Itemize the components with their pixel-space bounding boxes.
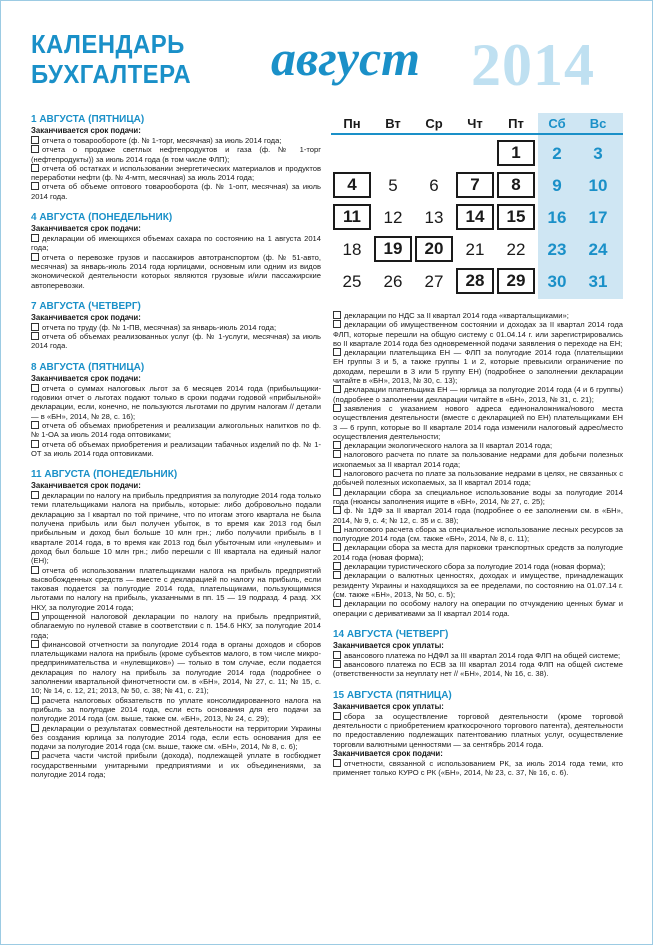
section-subtitle: Заканчивается срок уплаты: (333, 701, 444, 711)
deadline-item: декларации экологического налога за II квартал 2014 года; (333, 441, 623, 450)
deadline-item: декларации об имеющихся объемах сахара по состоянию на 1 августа 2014 года; (31, 234, 321, 253)
deadline-item: декларации по особому налогу на операции по отчуждению ценных бумаг и операции с деривативами за II квартал 2014 года. (333, 599, 623, 618)
section-date-title: 8 АВГУСТА (ПЯТНИЦА) (31, 361, 145, 373)
deadline-day: 28 (456, 268, 494, 294)
section-subtitle: Заканчивается срок подачи: (333, 748, 443, 758)
deadline-item: декларации по налогу на прибыль предприятия за полугодие 2014 года только теми плательщиками налога на прибыль, которые: либо добровольно подали декларацию за I квартал по той причине, что по итогам этого квартала не была получена прибыль или был получен убыток, в то время как 2013 год был прибыльным и доход был больше 10 млн грн.; либо получили прибыль в I квартале 2014 года, в то время как 2013 год был убыточным или «нулевым» и доход был больше 10 млн грн.; либо перешли с III квартала на единый налог (ЕН); (31, 491, 322, 566)
weekday-label: Вс (589, 116, 607, 131)
deadline-item: отчета об остатках и использовании энергетических материалов и продуктов переработки нефти (ф. № 4-мтп, месячная) за июль 2014 года; (31, 163, 321, 183)
deadline-section (31, 113, 321, 201)
deadline-item: расчета налоговых обязательств по уплате консолидированного налога на прибыль за полугодие 2014 года, если есть основания для его подачи за полугодие 2014 года (см. выше, также см. «БН», 2013, № 24, с. 29); (31, 695, 321, 724)
calendar-day: 16 (547, 208, 567, 227)
deadline-section (333, 628, 623, 679)
calendar-day: 30 (547, 272, 567, 291)
deadline-item: отчета о перевозке грузов и пассажиров автотранспортом (ф. № 51-авто, месячная) за январь-июль 2014 года юрлицами, основным или одним из видов экономической деятельности которых являются грузовые и/или пассажирские автоперевозки. (31, 252, 321, 290)
deadline-item: упрощенной налоговой декларации по налогу на прибыль предприятий, облагаемую по нулевой ставке в соответствии с п. 154.6 НКУ, за полугодие 2014 года; (31, 611, 321, 640)
deadline-day: 7 (456, 172, 494, 198)
deadline-item: отчета об объемах приобретения и реализации алкогольных напитков по ф. № 1-ОА за июль 2014 года оптовиками; (31, 420, 321, 440)
section-continued (333, 311, 623, 618)
deadline-item: декларации сбора за специальное использование воды за полугодие 2014 года (нюансы заполнения ищите в «БН», 2014, № 27, с. 25); (333, 487, 623, 506)
deadline-item: декларации плательщика ЕН — ФЛП за полугодие 2014 года (плательщики ЕН группы 3 и 5, а также группы 1 и 2, которые превысили ограничение по доходам, перешли в 3 или 5 группу ЕН) (подробнее о заполнении декларации читайте в «БН», 2013, № 30, с. 13); (333, 348, 623, 386)
deadline-item: отчета о товарообороте (ф. № 1-торг, месячная) за июль 2014 года; (31, 136, 321, 145)
deadline-item: отчета о суммах налоговых льгот за 6 месяцев 2014 года (прибыльщики-годовики отчет о льготах подают только в сроки подачи годовой «прибыльной» декларации, если, конечно, не пользуются льготами по другим налогам // детали — в «БН», 2014, № 28, с. 16); (31, 383, 321, 421)
deadline-item: налогового расчета сбора за специальное использование лесных ресурсов за полугодие 2014 года (см. также «БН», 2014, № 8, с. 11); (333, 524, 623, 544)
calendar-day: 3 (593, 144, 603, 163)
deadline-day: 4 (333, 172, 371, 198)
month-calendar (331, 113, 623, 299)
deadline-item: отчета о продаже светлых нефтепродуктов и газа (ф. № 1-торг (нефтепродукты)) за июль 2014 года (в том числе ФЛП); (31, 145, 321, 164)
deadline-item: отчета об объемах реализованных услуг (ф. № 1-услуги, месячная) за июль 2014 года. (31, 332, 321, 351)
deadline-item: заявления с указанием нового адреса единоналожника/нового места осуществления деятельности (вместе с декларацией по ЕН) плательщиками ЕН 3 — 6 групп, которые во II квартале 2014 года изменили налоговый адрес/место осуществления деятельности; (333, 403, 623, 441)
right-sections (333, 628, 623, 778)
deadline-item: отчета об объеме оптового товарооборота (ф. № 1-опт, месячная) за июль 2014 года. (31, 182, 321, 201)
section-date-title: 15 АВГУСТА (ПЯТНИЦА) (333, 689, 452, 701)
deadline-day: 15 (497, 204, 535, 230)
deadline-item: налогового расчета по плате за пользование недрами для добычи полезных ископаемых за II квартал 2014 года; (333, 450, 623, 469)
calendar-day: 12 (383, 208, 403, 227)
section-date-title: 1 АВГУСТА (ПЯТНИЦА) (31, 114, 145, 125)
calendar-day: 22 (506, 240, 526, 259)
section-subtitle: Заканчивается срок подачи: (31, 312, 141, 322)
calendar-day: 25 (342, 272, 362, 291)
calendar-day: 17 (588, 208, 608, 227)
weekday-label: Пн (343, 116, 361, 131)
deadline-item: декларации плательщика ЕН — юрлица за полугодие 2014 года (4 и 6 группы) (подробнее о заполнении декларации читайте в «БН», 2013, № 31, с. 21); (333, 385, 623, 404)
deadline-section (31, 468, 321, 779)
section-subtitle: Заканчивается срок подачи: (31, 126, 141, 135)
weekday-label: Пт (508, 116, 524, 131)
section-subtitle: Заканчивается срок подачи: (31, 481, 141, 491)
deadline-section (31, 361, 321, 458)
section-date-title: 11 АВГУСТА (ПОНЕДЕЛЬНИК) (31, 469, 178, 481)
deadline-item: декларации сбора за места для парковки транспортных средств за полугодие 2014 года (новая форма); (333, 543, 623, 562)
calendar-day: 18 (342, 240, 362, 259)
deadline-item: финансовой отчетности за полугодие 2014 года в органы доходов и сборов плательщиками налога на прибыль (кроме субъектов малого, в том числе микро-предпринимательства и «нулевщиков») — только в том случае, если подается декларация по налогу на прибыль за полугодие 2014 года (подробнее о заполнении квартальной финотчетности см. в «БН», 2014, № 27, с. 11; № 15, с. 10; № 14, с. 12, 21; 2013, № 50, с. 38; № 41, с. 21); (31, 639, 321, 696)
deadline-day: 1 (497, 140, 535, 166)
deadline-item: авансового платежа по ЕСВ за III квартал 2014 года ФЛП на общей системе (ответственности за неуплату нет // «БН», 2014, № 16, с. 38). (333, 660, 623, 679)
section-date-title: 14 АВГУСТА (ЧЕТВЕРГ) (333, 628, 449, 640)
deadline-item: декларации об имущественном состоянии и доходах за II квартал 2014 года ФЛП, которые перешли на общую систему с 01.04.14 г. или зарегистрировались во II квартале 2014 года без одновременной подачи заявления о переходе на ЕН; (333, 320, 623, 348)
year: 2014 (471, 32, 595, 98)
calendar-day: 6 (429, 176, 439, 195)
calendar-day: 21 (465, 240, 485, 259)
deadline-item: декларации по НДС за II квартал 2014 года «квартальщиками»; (333, 311, 623, 320)
deadline-section (31, 211, 321, 290)
deadline-item: отчета об использовании плательщиками налога на прибыль предприятий высвобожденных средств — вместе с декларацией по налогу на прибыль, если таковая подается за полугодие 2014 года, плательщиками, пользующимися льготами по налогу на прибыль, указанными в пп. 15 — 19 подразд. 4 разд. XX НКУ, за полугодие 2014 года; (31, 565, 321, 612)
page-title-line1: КАЛЕНДАРЬ (31, 29, 185, 59)
calendar-day: 26 (383, 272, 403, 291)
section-subtitle: Заканчивается срок подачи: (31, 373, 141, 383)
deadline-item: декларации о результатах совместной деятельности на территории Украины без создания юрлица за полугодие 2014 года, если есть основания для ее подачи за полугодие 2014 года (см. выше, также см. «БН», 2014, № 8, с. 6); (31, 723, 321, 752)
deadline-section (333, 689, 623, 778)
header (1, 1, 653, 109)
section-date-title: 4 АВГУСТА (ПОНЕДЕЛЬНИК) (31, 212, 173, 224)
calendar-day: 9 (552, 176, 562, 195)
deadline-item: налогового расчета по плате за пользование недрами в целях, не связанных с добычей полезных ископаемых, за II квартал 2014 года; (333, 469, 623, 488)
weekday-label: Чт (467, 116, 483, 131)
weekday-header (331, 113, 623, 135)
section-date-title: 7 АВГУСТА (ЧЕТВЕРГ) (31, 300, 141, 312)
right-column (333, 311, 623, 787)
deadline-day: 8 (497, 172, 535, 198)
deadline-section (31, 300, 321, 351)
deadline-item: сбора за осуществление торговой деятельности (кроме торговой деятельности с приобретением краткосрочного торгового патента), деятельности по предоставлению подлежащих патентованию платных услуг, осуществление торговли валютными ценностями — за сентябрь 2014 года. (333, 711, 623, 749)
weekday-label: Ср (425, 116, 443, 131)
deadline-day: 11 (333, 204, 371, 230)
deadline-item: ф. № 1ДФ за II квартал 2014 года (подробнее о ее заполнении см. в «БН», 2014, № 9, с. 4; № 12, с. 35 и с. 38); (333, 506, 623, 525)
calendar-day: 10 (588, 176, 608, 195)
left-column (31, 113, 321, 789)
calendar-day: 27 (424, 272, 444, 291)
page-title-line2: БУХГАЛТЕРА (31, 59, 192, 89)
deadline-day: 14 (456, 204, 494, 230)
deadline-item: декларации о валютных ценностях, доходах и имуществе, принадлежащих резиденту Украины и находящихся за ее пределами, по состоянию на 01.07.14 г. (см. также «БН», 2013, № 50, с. 5); (333, 571, 623, 599)
deadline-item: авансового платежа по НДФЛ за III квартал 2014 года ФЛП на общей системе; (333, 651, 623, 660)
deadline-item: отчета по труду (ф. № 1-ПВ, месячная) за январь-июль 2014 года; (31, 323, 321, 332)
deadline-item: декларации туристического сбора за полугодие 2014 года (новая форма); (333, 562, 623, 571)
calendar-day: 31 (588, 272, 608, 291)
deadline-day: 19 (374, 236, 412, 262)
deadline-item: отчетности, связанной с использованием РК, за июль 2014 года теми, кто применяет только КУРО с РК («БН», 2014, № 23, с. 37, № 16, с. 6). (333, 758, 623, 778)
section-subtitle: Заканчивается срок уплаты: (333, 640, 444, 650)
calendar-day: 23 (547, 240, 567, 259)
weekday-label: Сб (548, 116, 566, 131)
section-subtitle: Заканчивается срок подачи: (31, 224, 141, 234)
deadline-day: 29 (497, 268, 535, 294)
calendar-day: 24 (588, 240, 608, 259)
calendar-day: 13 (424, 208, 444, 227)
weekday-label: Вт (385, 116, 401, 131)
calendar-day: 5 (388, 176, 398, 195)
calendar-day: 2 (552, 144, 562, 163)
deadline-item: отчета об объемах приобретения и реализации табачных изделий по ф. № 1-ОТ за июль 2014 года оптовиками. (31, 439, 321, 458)
deadline-day: 20 (415, 236, 453, 262)
month-name: август (271, 30, 421, 86)
deadline-item: расчета части чистой прибыли (дохода), подлежащей уплате в госбюджет государственными унитарными предприятиями и их объединениями, за полугодие 2014 года; (31, 751, 321, 780)
